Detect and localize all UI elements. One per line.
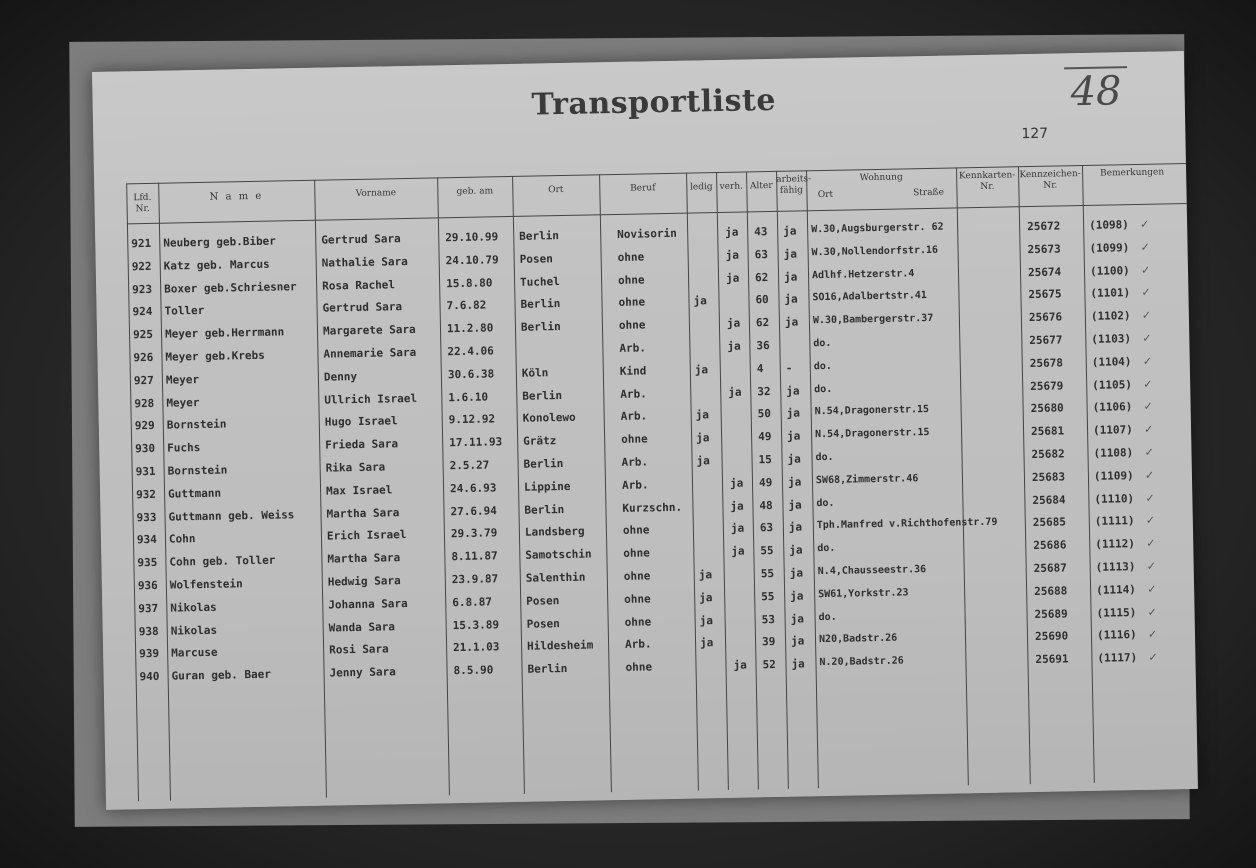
cell-ort: Salenthin [525,570,586,585]
cell-vorname: Gertrud Sara [322,300,403,316]
cell-name: Katz geb. Marcus [163,257,270,273]
cell-check: ✓ [1143,377,1153,391]
cell-geb: 29.10.99 [445,230,499,245]
cell-ledig: ja [695,408,710,422]
cell-name: Wolfenstein [169,577,243,592]
cell-arbeit: ja [789,543,803,557]
cell-alter: 60 [755,293,769,307]
cell-arbeit: ja [791,657,805,671]
cell-name: Cohn geb. Toller [169,553,276,569]
cell-ort: Berlin [527,662,568,676]
cell-verh: ja [725,225,739,239]
cell-geb: 24.6.93 [449,481,497,495]
cell-kennzeichen: 25684 [1032,492,1066,507]
cell-wohnung: N.20,Badstr.26 [819,655,904,669]
cell-vorname: Hedwig Sara [327,574,401,589]
cell-verh: ja [731,544,745,559]
cell-beruf: ohne [618,318,646,333]
header-strasse: Straße [912,187,944,199]
cell-kennzeichen: 25688 [1034,584,1068,598]
cell-ort: Lippine [523,479,571,494]
cell-ort: Hildesheim [526,638,594,654]
cell-nr: 927 [133,373,154,388]
cell-beruf: ohne [622,523,650,538]
cell-beruf: ohne [625,660,653,675]
cell-check: ✓ [1144,468,1155,482]
cell-name: Toller [164,304,205,319]
cell-kennzeichen: 25672 [1027,219,1061,234]
cell-arbeit: ja [788,498,802,512]
cell-ort: Köln [521,366,549,380]
cell-kennzeichen: 25677 [1029,333,1063,348]
cell-wohnung: do. [815,451,834,464]
cell-kennzeichen: 25681 [1030,424,1065,439]
cell-beruf: Novisorin [617,226,677,241]
cell-wohnung: Tph.Manfred v.Richthofenstr.79 [816,517,998,532]
cell-vorname: Nathalie Sara [321,254,408,270]
header-vorname: Vorname [355,188,397,199]
cell-ort: Landsberg [524,525,585,540]
cell-name: Guran geb. Baer [171,667,272,683]
cell-name: Guttmann [167,486,222,501]
cell-check: ✓ [1146,536,1156,551]
cell-name: Neuberg geb.Biber [163,234,276,250]
cell-alter: 4 [756,361,764,376]
cell-vorname: Wanda Sara [328,619,396,635]
header-kennzeichen: Kennzeichen- Nr. [1019,169,1081,191]
cell-nr: 937 [138,601,159,616]
cell-beruf: ohne [624,592,651,606]
cell-wohnung: SO16,Adalbertstr.41 [812,290,927,304]
cell-verh: ja [726,316,741,331]
cell-beruf: Arb. [620,387,647,401]
cell-vorname: Ullrich Israel [324,391,418,407]
cell-beruf: ohne [618,295,646,310]
cell-alter: 15 [758,453,772,467]
cell-alter: 50 [757,407,772,421]
cell-alter: 55 [760,544,774,558]
cell-geb: 27.6.94 [450,503,497,518]
cell-bem: (1114) [1096,582,1136,597]
cell-arbeit: ja [786,429,801,443]
cell-nr: 935 [137,556,158,570]
cell-verh: ja [729,476,744,490]
cell-wohnung: SW68,Zimmerstr.46 [815,473,919,486]
cell-vorname: Martha Sara [327,551,401,566]
cell-nr: 921 [131,236,152,251]
sheet-number: 127 [1021,125,1049,143]
cell-geb: 6.8.87 [452,595,493,609]
cell-bem: (1105) [1092,377,1133,392]
cell-geb: 1.6.10 [448,390,489,404]
header-kennkarten: Kennkarten- Nr. [958,170,1016,192]
cell-alter: 53 [761,612,776,626]
cell-nr: 926 [133,350,154,365]
cell-kennzeichen: 25673 [1027,242,1061,256]
cell-check: ✓ [1146,582,1157,596]
cell-bem: (1110) [1094,491,1135,506]
cell-kennzeichen: 25676 [1028,310,1063,325]
cell-arbeit: ja [790,634,805,649]
cell-check: ✓ [1141,308,1152,323]
cell-bem: (1101) [1090,286,1131,301]
cell-bem: (1111) [1094,514,1135,529]
cell-nr: 932 [135,487,157,502]
cell-bem: (1117) [1097,651,1138,665]
cell-wohnung: N.4,Chausseestr.36 [817,564,927,578]
cell-bem: (1098) [1089,218,1129,232]
cell-wohnung: do. [813,360,832,372]
cell-vorname: Erich Israel [326,528,407,543]
cell-geb: 23.9.87 [451,572,499,587]
document-title: Transportliste [531,82,777,123]
cell-ort: Posen [526,593,560,608]
cell-beruf: Arb. [624,637,652,652]
cell-nr: 938 [138,624,159,638]
cell-check: ✓ [1145,514,1156,528]
cell-check: ✓ [1145,491,1155,505]
cell-geb: 8.11.87 [451,549,498,564]
cell-arbeit: ja [790,612,804,626]
cell-nr: 933 [136,510,157,524]
cell-kennzeichen: 25682 [1031,447,1065,462]
header-verh: verh. [719,181,744,192]
cell-ort: Berlin [519,229,560,243]
cell-geb: 22.4.06 [447,344,494,359]
cell-name: Bornstein [166,417,227,433]
cell-vorname: Hugo Israel [324,414,398,429]
transport-list-sheet [92,51,1198,810]
cell-beruf: ohne [623,569,651,583]
header-wohnung: Wohnung [859,172,903,184]
cell-alter: 52 [762,658,776,672]
cell-verh: ja [727,339,741,353]
cell-nr: 928 [134,396,155,410]
cell-alter: 55 [761,589,775,604]
cell-check: ✓ [1142,354,1153,368]
cell-wohnung: SW61,Yorkstr.23 [818,587,909,600]
cell-alter: 63 [754,247,769,262]
cell-bem: (1100) [1089,263,1130,278]
header-wohnung-ort: Ort [817,189,834,201]
cell-name: Meyer geb.Krebs [165,348,265,364]
cell-bem: (1099) [1089,240,1130,255]
cell-verh: ja [725,248,740,262]
cell-name: Bornstein [167,463,228,478]
cell-name: Meyer [166,395,200,410]
cell-vorname: Rika Sara [325,460,386,475]
cell-vorname: Max Israel [325,483,393,498]
cell-arbeit: ja [783,224,797,238]
cell-verh: ja [730,499,744,513]
cell-beruf: Arb. [619,341,647,355]
cell-kennzeichen: 25687 [1033,561,1067,576]
cell-ledig: ja [699,590,713,605]
cell-arbeit: ja [790,589,804,603]
cell-kennzeichen: 25686 [1033,538,1067,553]
cell-check: ✓ [1144,445,1154,459]
cell-verh: ja [725,271,740,285]
cell-wohnung: W.30,Bambergerstr.37 [812,313,934,327]
cell-ledig: ja [698,568,713,582]
cell-vorname: Rosi Sara [329,642,389,657]
header-ort: Ort [548,184,564,196]
cell-name: Meyer geb.Herrmann [164,325,285,341]
cell-vorname: Martha Sara [326,505,400,521]
header-name: N a m e [209,190,264,203]
cell-name: Nikolas [170,623,218,638]
cell-alter: 49 [758,430,772,444]
cell-bem: (1107) [1092,423,1133,438]
cell-nr: 930 [135,442,156,456]
cell-vorname: Johanna Sara [328,596,408,612]
cell-geb: 30.6.38 [447,367,495,382]
cell-name: Cohn [168,532,196,546]
cell-verh: ja [728,385,742,399]
cell-wohnung: Adlhf.Hetzerstr.4 [811,267,915,281]
cell-arbeit: ja [789,566,804,580]
cell-geb: 11.2.80 [446,321,494,336]
cell-beruf: ohne [623,546,650,561]
cell-bem: (1104) [1091,354,1132,369]
cell-nr: 922 [131,259,152,274]
cell-wohnung: N.54,Dragonerstr.15 [814,404,930,418]
cell-check: ✓ [1140,263,1151,277]
cell-bem: (1108) [1093,446,1134,460]
cell-vorname: Gertrud Sara [321,232,401,247]
cell-ledig: ja [699,636,714,650]
cell-vorname: Jenny Sara [329,665,396,680]
cell-beruf: Kurzschn. [622,500,683,515]
cell-ort: Konolewo [522,411,576,426]
cell-kennzeichen: 25679 [1030,379,1064,393]
header-nr: Lfd. Nr. [133,192,152,215]
cell-ort: Samotschin [525,547,592,562]
cell-check: ✓ [1143,400,1153,414]
cell-alter: 48 [759,498,773,512]
cell-bem: (1116) [1096,628,1137,643]
cell-bem: (1112) [1095,537,1136,552]
cell-ort: Berlin [524,502,565,517]
cell-beruf: ohne [624,614,652,629]
cell-ort: Berlin [520,297,561,312]
cell-geb: 15.8.80 [445,275,493,290]
cell-kennzeichen: 25675 [1028,287,1062,302]
cell-arbeit: ja [787,452,801,466]
cell-ledig: ja [696,431,710,445]
cell-name: Nikolas [170,600,217,615]
cell-kennzeichen: 25674 [1027,265,1062,279]
cell-bem: (1113) [1095,560,1136,574]
cell-check: ✓ [1147,628,1158,642]
cell-alter: 39 [761,635,776,649]
cell-geb: 24.10.79 [445,253,499,268]
cell-ort: Tuchel [519,274,560,289]
cell-ort: Berlin [522,388,563,403]
cell-kennzeichen: 25678 [1029,356,1064,370]
header-bemerkungen: Bemerkungen [1100,167,1165,179]
cell-beruf: Arb. [620,409,648,424]
cell-ort: Berlin [523,457,564,471]
cell-wohnung: N20,Badstr.26 [818,633,898,646]
cell-nr: 929 [134,419,155,433]
cell-kennzeichen: 25680 [1030,401,1064,416]
cell-beruf: ohne [617,273,645,287]
cell-bem: (1115) [1096,605,1137,620]
cell-alter: 55 [760,567,775,581]
cell-arbeit: ja [783,247,797,261]
cell-wohnung: do. [813,337,832,350]
cell-vorname: Denny [323,369,358,384]
cell-nr: 939 [139,647,160,661]
cell-kennzeichen: 25689 [1034,606,1068,621]
cell-geb: 7.6.82 [446,298,487,313]
cell-kennzeichen: 25685 [1032,515,1067,530]
cell-ledig: ja [693,294,707,308]
cell-vorname: Rosa Rachel [322,277,396,293]
cell-wohnung: do. [817,543,836,555]
cell-wohnung: N.54,Dragonerstr.15 [814,427,930,441]
cell-geb: 15.3.89 [452,617,500,632]
cell-ort: Posen [519,251,553,266]
cell-ort: Posen [526,616,560,631]
cell-arbeit: - [785,361,793,375]
cell-alter: 62 [755,316,770,330]
cell-nr: 940 [139,670,160,684]
cell-vorname: Annemarie Sara [323,345,417,361]
cell-ort: Grätz [523,434,557,448]
cell-arbeit: ja [786,406,801,421]
cell-geb: 17.11.93 [449,435,503,450]
header-ledig: ledig [689,182,713,193]
cell-geb: 21.1.03 [453,640,500,655]
cell-nr: 934 [136,533,157,547]
cell-ledig: ja [699,613,714,628]
cell-beruf: ohne [617,250,645,264]
cell-alter: 49 [758,475,773,490]
cell-check: ✓ [1147,605,1157,619]
cell-name: Boxer geb.Schriesner [164,279,297,296]
cell-kennzeichen: 25690 [1034,629,1069,644]
cell-check: ✓ [1139,217,1150,231]
cell-bem: (1102) [1090,309,1131,324]
cell-nr: 923 [132,282,153,296]
cell-alter: 36 [756,339,770,353]
cell-arbeit: ja [786,384,800,398]
cell-kennzeichen: 25691 [1035,652,1069,667]
cell-arbeit: ja [787,475,802,489]
cell-bem: (1103) [1091,332,1132,346]
cell-ledig: ja [696,454,710,468]
cell-wohnung: W.30,Nollendorfstr.16 [811,244,939,259]
cell-name: Fuchs [167,441,201,455]
cell-name: Guttmann geb. Weiss [168,507,295,524]
cell-kennzeichen: 25683 [1031,470,1066,484]
cell-ledig: ja [694,363,709,377]
cell-nr: 936 [137,578,158,593]
cell-check: ✓ [1143,422,1154,437]
cell-geb: 2.5.27 [449,458,490,473]
cell-geb: 29.3.79 [450,526,498,541]
header-arbeitsfaehig: arbeits- fähig [776,174,812,196]
cell-beruf: Kind [619,364,647,378]
cell-wohnung: W.30,Augsburgerstr. 62 [811,221,944,236]
cell-alter: 63 [759,521,774,535]
header-alter: Alter [749,180,773,192]
header-geb: geb. am [456,186,494,198]
cell-verh: ja [730,521,745,536]
cell-wohnung: do. [814,383,833,395]
cell-vorname: Margarete Sara [322,323,416,338]
cell-vorname: Frieda Sara [325,437,399,452]
cell-bem: (1109) [1093,468,1134,483]
cell-verh: ja [733,658,747,672]
cell-beruf: ohne [621,432,648,447]
cell-nr: 931 [135,464,156,479]
cell-arbeit: ja [788,520,803,535]
cell-arbeit: ja [784,315,799,329]
cell-beruf: Arb. [621,478,649,492]
handwritten-page-number: 48 [1064,66,1128,115]
cell-check: ✓ [1146,559,1157,573]
cell-geb: 8.5.90 [453,663,494,678]
cell-alter: 32 [757,384,771,398]
cell-ort: Berlin [520,320,561,334]
cell-check: ✓ [1140,240,1150,254]
cell-check: ✓ [1142,331,1152,345]
cell-arbeit: ja [783,270,798,284]
cell-wohnung: do. [818,611,837,623]
cell-check: ✓ [1141,286,1151,300]
cell-geb: 9.12.92 [448,412,496,427]
header-beruf: Beruf [630,183,656,194]
cell-beruf: Arb. [621,455,649,469]
cell-check: ✓ [1148,650,1158,665]
cell-alter: 62 [754,270,769,284]
cell-alter: 43 [754,225,768,239]
cell-wohnung: do. [816,497,835,509]
cell-name: Marcuse [171,646,218,660]
cell-nr: 924 [132,305,153,319]
cell-nr: 925 [132,328,154,342]
cell-arbeit: ja [784,292,798,307]
cell-name: Meyer [165,372,200,387]
cell-bem: (1106) [1092,400,1133,415]
